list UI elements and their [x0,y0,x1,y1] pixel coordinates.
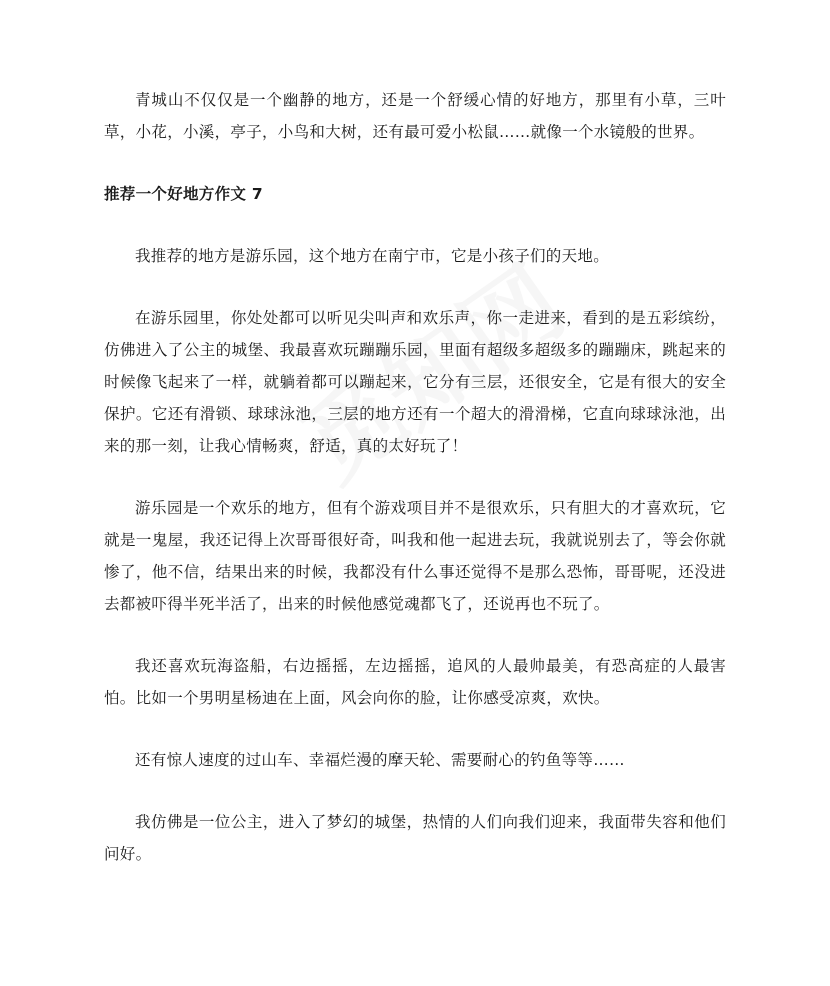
paragraph-1: 青城山不仅仅是一个幽静的地方，还是一个舒缓心情的好地方，那里有小草，三叶草，小花，小溪，亭子，小鸟和大树，还有最可爱小松鼠……就像一个水镜般的世界。 [104,91,726,141]
paragraph-7: 我仿佛是一位公主，进入了梦幻的城堡，热情的人们向我们迎来，我面带失容和他们问好。 [104,813,726,863]
paragraph-3: 在游乐园里，你处处都可以听见尖叫声和欢乐声，你一走进来，看到的是五彩缤纷，仿佛进入了公主的城堡、我最喜欢玩蹦蹦乐园，里面有超级多超级多的蹦蹦床，跳起来的时候像飞起来了一样，就躺着都可以蹦起来，它分有三层，还很安全，它是有很大的安全保护。它还有滑锁、球球泳池，三层的地方还有一个超大的滑滑梯，它直向球球泳池，出来的那一刻，让我心情畅爽，舒适，真的太好玩了！ [104,309,726,455]
paragraph-2: 我推荐的地方是游乐园，这个地方在南宁市，它是小孩子们的天地。 [135,247,610,265]
paragraph-5: 我还喜欢玩海盗船，右边摇摇，左边摇摇，追风的人最帅最美，有恐高症的人最害怕。比如一个男明星杨迪在上面，风会向你的脸，让你感受凉爽，欢快。 [104,657,726,707]
paragraph-4: 游乐园是一个欢乐的地方，但有个游戏项目并不是很欢乐，只有胆大的才喜欢玩，它就是一鬼屋，我还记得上次哥哥很好奇，叫我和他一起进去玩，我就说别去了，等会你就惨了，他不信，结果出来的时候，我都没有什么事还觉得不是那么恐怖，哥哥呢，还没进去都被吓得半死半活了，出来的时候他感觉魂都飞了，还说再也不玩了。 [104,499,726,613]
paragraph-6: 还有惊人速度的过山车、幸福烂漫的摩天轮、需要耐心的钓鱼等等…… [135,751,625,769]
section-heading: 推荐一个好地方作文 7 [104,185,263,203]
document-body [104,84,726,870]
